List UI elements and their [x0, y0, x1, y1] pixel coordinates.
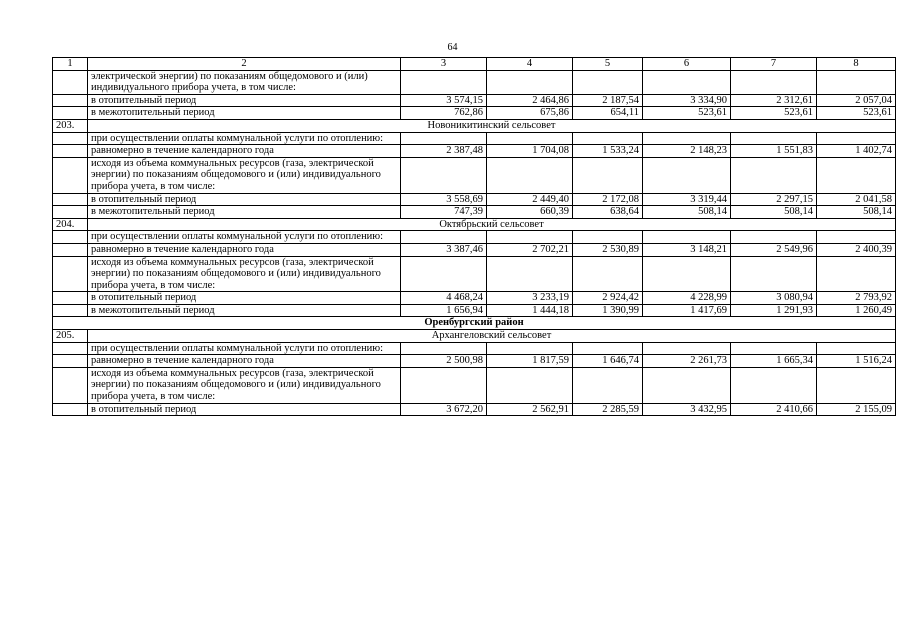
row-description: в отопительный период [88, 94, 401, 107]
value-cell: 654,11 [573, 107, 643, 120]
row-index-cell [53, 355, 88, 368]
value-cell: 4 228,99 [643, 292, 731, 305]
value-cell [731, 367, 817, 403]
value-cell: 523,61 [817, 107, 896, 120]
table-row [53, 304, 896, 317]
row-index-cell [53, 157, 88, 193]
value-cell [401, 157, 487, 193]
value-cell [573, 157, 643, 193]
value-cell: 2 057,04 [817, 94, 896, 107]
value-cell [573, 367, 643, 403]
row-index-cell [53, 132, 88, 145]
value-cell [817, 70, 896, 94]
value-cell: 2 449,40 [487, 193, 573, 206]
row-description: исходя из объема коммунальных ресурсов (газа, электрической энергии) по показаниям общедомового и (или) индивидуального прибора учета, в том числе: [88, 157, 401, 193]
value-cell [643, 231, 731, 244]
row-index-cell [53, 231, 88, 244]
settlement-name: Архангеловский сельсовет [88, 330, 896, 343]
value-cell [817, 231, 896, 244]
settlement-number: 203. [53, 119, 88, 132]
column-number: 4 [487, 58, 573, 71]
row-description: исходя из объема коммунальных ресурсов (газа, электрической энергии) по показаниям общедомового и (или) индивидуального прибора учета, в том числе: [88, 256, 401, 292]
value-cell [487, 132, 573, 145]
row-index-cell [53, 94, 88, 107]
value-cell [817, 256, 896, 292]
value-cell [487, 157, 573, 193]
row-description: равномерно в течение календарного года [88, 145, 401, 158]
row-description: в межотопительный период [88, 304, 401, 317]
table-row [53, 94, 896, 107]
table-body [53, 58, 896, 416]
value-cell [573, 342, 643, 355]
table-row [53, 70, 896, 94]
row-index-cell [53, 304, 88, 317]
value-cell [401, 342, 487, 355]
column-number: 7 [731, 58, 817, 71]
settlement-row [53, 218, 896, 231]
value-cell: 2 261,73 [643, 355, 731, 368]
value-cell [731, 157, 817, 193]
value-cell: 508,14 [643, 206, 731, 219]
column-number: 1 [53, 58, 88, 71]
value-cell: 2 562,91 [487, 403, 573, 416]
row-index-cell [53, 107, 88, 120]
value-cell [817, 157, 896, 193]
row-description: в отопительный период [88, 403, 401, 416]
value-cell: 1 260,49 [817, 304, 896, 317]
row-description: равномерно в течение календарного года [88, 355, 401, 368]
row-index-cell [53, 367, 88, 403]
value-cell: 4 468,24 [401, 292, 487, 305]
row-description: электрической энергии) по показаниям общедомового и (или) индивидуального прибора учета, в том числе: [88, 70, 401, 94]
value-cell: 3 334,90 [643, 94, 731, 107]
row-description: в межотопительный период [88, 206, 401, 219]
row-description: при осуществлении оплаты коммунальной услуги по отоплению: [88, 231, 401, 244]
settlement-number: 205. [53, 330, 88, 343]
value-cell: 1 402,74 [817, 145, 896, 158]
value-cell: 2 702,21 [487, 243, 573, 256]
table-row [53, 342, 896, 355]
value-cell: 2 387,48 [401, 145, 487, 158]
value-cell [817, 132, 896, 145]
row-description: исходя из объема коммунальных ресурсов (газа, электрической энергии) по показаниям общедомового и (или) индивидуального прибора учета, в том числе: [88, 367, 401, 403]
value-cell: 1 444,18 [487, 304, 573, 317]
value-cell [817, 367, 896, 403]
value-cell: 2 312,61 [731, 94, 817, 107]
table-row [53, 243, 896, 256]
value-cell: 3 432,95 [643, 403, 731, 416]
value-cell: 3 148,21 [643, 243, 731, 256]
table-row [53, 292, 896, 305]
row-index-cell [53, 243, 88, 256]
value-cell [573, 132, 643, 145]
value-cell [643, 70, 731, 94]
tariff-table [52, 57, 896, 416]
column-number: 3 [401, 58, 487, 71]
value-cell [401, 231, 487, 244]
value-cell: 3 574,15 [401, 94, 487, 107]
district-name: Оренбургский район [53, 317, 896, 330]
value-cell: 3 319,44 [643, 193, 731, 206]
row-index-cell [53, 342, 88, 355]
value-cell: 675,86 [487, 107, 573, 120]
value-cell: 2 500,98 [401, 355, 487, 368]
value-cell [487, 342, 573, 355]
table-row [53, 145, 896, 158]
row-description: в межотопительный период [88, 107, 401, 120]
value-cell: 523,61 [643, 107, 731, 120]
value-cell [817, 342, 896, 355]
value-cell [487, 256, 573, 292]
value-cell: 1 417,69 [643, 304, 731, 317]
value-cell: 508,14 [731, 206, 817, 219]
settlement-name: Новоникитинский сельсовет [88, 119, 896, 132]
value-cell: 2 297,15 [731, 193, 817, 206]
value-cell [573, 70, 643, 94]
value-cell: 3 233,19 [487, 292, 573, 305]
table-row [53, 355, 896, 368]
value-cell: 3 672,20 [401, 403, 487, 416]
value-cell: 1 704,08 [487, 145, 573, 158]
value-cell: 1 291,93 [731, 304, 817, 317]
value-cell: 1 656,94 [401, 304, 487, 317]
value-cell [731, 342, 817, 355]
value-cell: 2 464,86 [487, 94, 573, 107]
value-cell: 2 285,59 [573, 403, 643, 416]
settlement-number: 204. [53, 218, 88, 231]
table-row [53, 206, 896, 219]
row-description: равномерно в течение календарного года [88, 243, 401, 256]
table-row [53, 157, 896, 193]
value-cell [643, 367, 731, 403]
row-index-cell [53, 206, 88, 219]
table-row [53, 231, 896, 244]
column-number: 5 [573, 58, 643, 71]
table-row [53, 132, 896, 145]
value-cell: 638,64 [573, 206, 643, 219]
row-description: при осуществлении оплаты коммунальной услуги по отоплению: [88, 132, 401, 145]
value-cell: 1 551,83 [731, 145, 817, 158]
value-cell: 2 549,96 [731, 243, 817, 256]
value-cell: 1 817,59 [487, 355, 573, 368]
value-cell [401, 132, 487, 145]
value-cell: 747,39 [401, 206, 487, 219]
value-cell: 660,39 [487, 206, 573, 219]
value-cell [731, 70, 817, 94]
value-cell [643, 342, 731, 355]
value-cell: 3 080,94 [731, 292, 817, 305]
column-number: 6 [643, 58, 731, 71]
value-cell: 762,86 [401, 107, 487, 120]
row-description: в отопительный период [88, 193, 401, 206]
value-cell: 523,61 [731, 107, 817, 120]
value-cell [573, 231, 643, 244]
value-cell [487, 70, 573, 94]
value-cell: 2 400,39 [817, 243, 896, 256]
value-cell [573, 256, 643, 292]
table-row [53, 256, 896, 292]
value-cell: 3 558,69 [401, 193, 487, 206]
value-cell: 1 665,34 [731, 355, 817, 368]
value-cell [401, 256, 487, 292]
value-cell [401, 70, 487, 94]
row-index-cell [53, 256, 88, 292]
column-number: 2 [88, 58, 401, 71]
table-row [53, 367, 896, 403]
value-cell: 2 187,54 [573, 94, 643, 107]
column-number: 8 [817, 58, 896, 71]
value-cell: 1 646,74 [573, 355, 643, 368]
table-row [53, 107, 896, 120]
value-cell: 2 793,92 [817, 292, 896, 305]
value-cell: 2 410,66 [731, 403, 817, 416]
row-index-cell [53, 403, 88, 416]
page-number: 64 [447, 42, 458, 53]
column-number-row [53, 58, 896, 71]
value-cell: 2 148,23 [643, 145, 731, 158]
value-cell [487, 231, 573, 244]
value-cell: 1 533,24 [573, 145, 643, 158]
row-index-cell [53, 193, 88, 206]
settlement-row [53, 330, 896, 343]
value-cell [401, 367, 487, 403]
row-description: при осуществлении оплаты коммунальной услуги по отоплению: [88, 342, 401, 355]
value-cell [731, 231, 817, 244]
row-index-cell [53, 145, 88, 158]
value-cell: 2 155,09 [817, 403, 896, 416]
settlement-name: Октябрьский сельсовет [88, 218, 896, 231]
value-cell: 1 516,24 [817, 355, 896, 368]
row-description: в отопительный период [88, 292, 401, 305]
district-row [53, 317, 896, 330]
settlement-row [53, 119, 896, 132]
value-cell: 1 390,99 [573, 304, 643, 317]
value-cell [643, 132, 731, 145]
value-cell: 508,14 [817, 206, 896, 219]
table-row [53, 403, 896, 416]
row-index-cell [53, 292, 88, 305]
value-cell [643, 157, 731, 193]
row-index-cell [53, 70, 88, 94]
value-cell [487, 367, 573, 403]
value-cell [643, 256, 731, 292]
value-cell: 2 172,08 [573, 193, 643, 206]
value-cell [731, 132, 817, 145]
table-row [53, 193, 896, 206]
value-cell: 2 530,89 [573, 243, 643, 256]
value-cell [731, 256, 817, 292]
value-cell: 2 924,42 [573, 292, 643, 305]
value-cell: 3 387,46 [401, 243, 487, 256]
value-cell: 2 041,58 [817, 193, 896, 206]
